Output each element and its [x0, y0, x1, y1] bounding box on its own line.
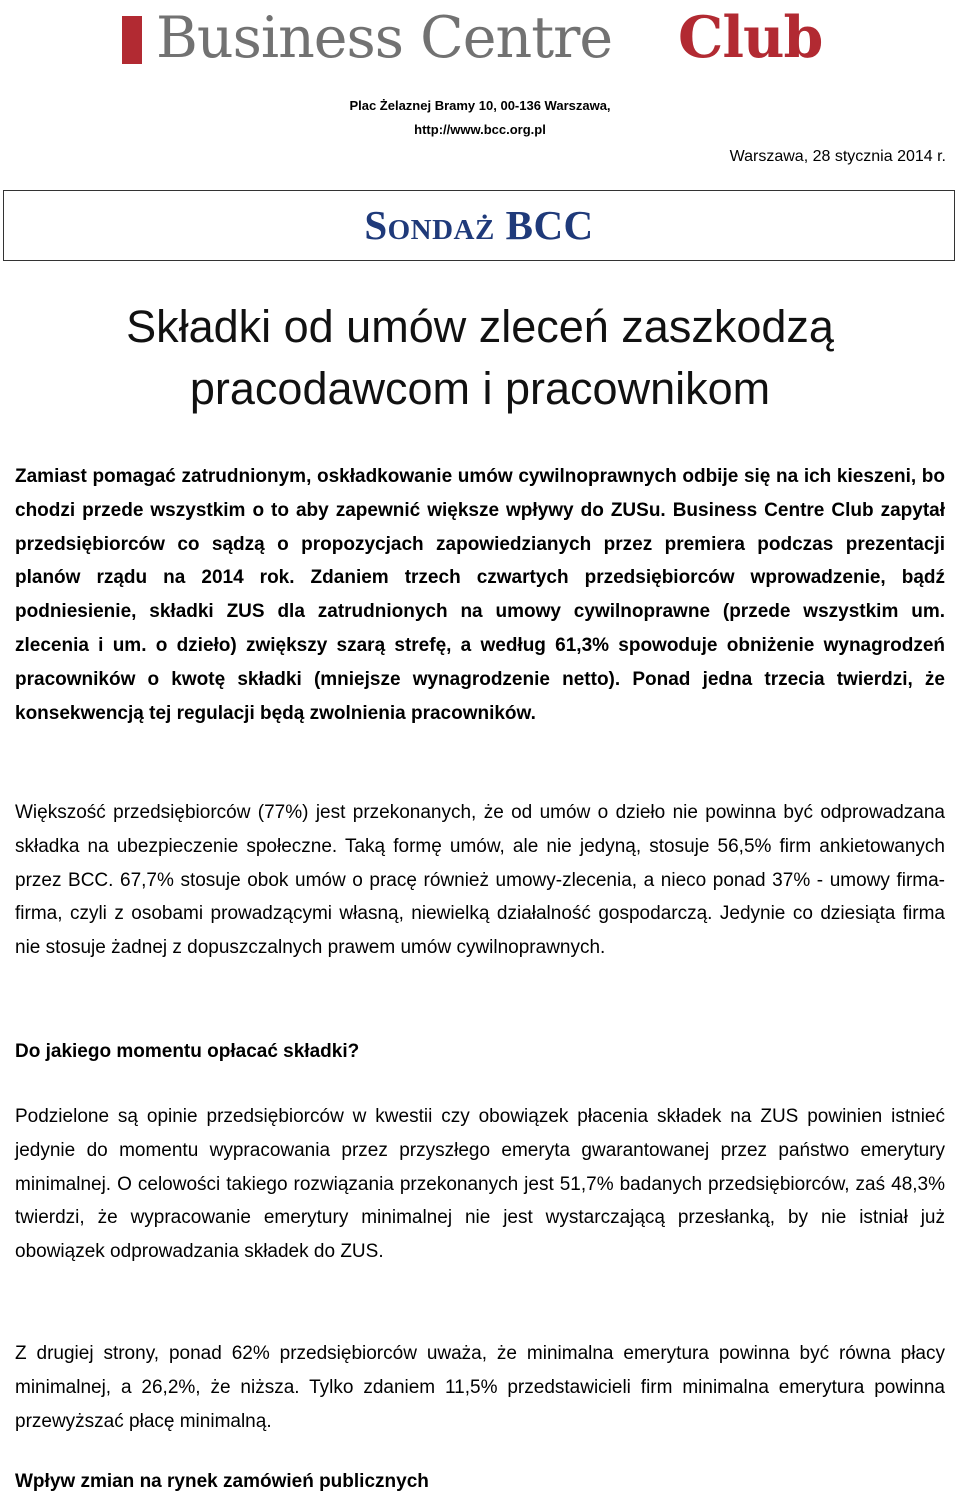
lead-paragraph: Zamiast pomagać zatrudnionym, oskładkowanie umów cywilnoprawnych odbije się na ich kieszeni, bo chodzi przede wszystkim o to aby zapewnić większe wpływy do ZUSu. Business Centre Club zapytał przedsiębiorców co sądzą o propozycjach zapowiedzianych przez premiera podczas prezentacji planów rządu na 2014 rok. Zdaniem trzech czwartych przedsiębiorców wprowadzenie, bądź podniesienie, składki ZUS dla zatrudnionych na umowy cywilnoprawne (przede wszystkim um. zlecenia i um. o dzieło) zwiększy szarą strefę, a według 61,3% spowoduje obniżenie wynagrodzeń pracowników o kwotę składki (mniejsze wynagrodzenie netto). Ponad jedna trzecia twierdzi, że konsekwencją tej regulacji będą zwolnienia pracowników. [15, 466, 945, 724]
dateline: Warszawa, 28 stycznia 2014 r. [729, 148, 946, 165]
body-paragraph-1: Większość przedsiębiorców (77%) jest przekonanych, że od umów o dzieło nie powinna być odprowadzana składka na ubezpieczenie społeczne. Taką formę umów, ale nie jedyną, stosuje 56,5% firm ankietowanych przez BCC. 67,7% stosuje obok umów o pracę również umowy-zlecenia, a nieco ponad 37% - umowy firma-firma, czyli z osobami prowadzącymi własną, niewielką działalność gospodarczą. Jedynie co dziesiąta firma nie stosuje żadnej z dopuszczalnych prawem umów cywilnoprawnych. [15, 802, 945, 959]
page-title [0, 296, 960, 420]
body-paragraph-2: Podzielone są opinie przedsiębiorców w kwestii czy obowiązek płacenia składek na ZUS powinien istnieć jedynie do momentu wypracowania przez przyszłego emeryta gwarantowanej przez państwo emerytury minimalnej. O celowości takiego rozwiązania przekonanych jest 51,7% badanych przedsiębiorców, zaś 48,3% twierdzi, że wypracowanie emerytury minimalnej nie jest wystarczającą przesłanką, by nie istniał już obowiązek odprowadzania składek do ZUS. [15, 1106, 945, 1263]
section-heading-2: Wpływ zmian na rynek zamówień publicznych [15, 1471, 429, 1492]
logo-business-text: Business Centre [156, 5, 613, 71]
website-link[interactable]: http://www.bcc.org.pl [414, 122, 546, 137]
body-paragraph-3: Z drugiej strony, ponad 62% przedsiębiorców uważa, że minimalna emerytura powinna być równa płacy minimalnej, a 26,2%, że niższa. Tylko zdaniem 11,5% przedstawicieli firm minimalna emerytura powinna przewyższać płacę minimalną. [15, 1343, 945, 1432]
logo-red-bar [122, 16, 142, 64]
title-line-2: pracodawcom i pracownikom [189, 363, 771, 414]
survey-banner [3, 190, 955, 261]
section-heading-1: Do jakiego momentu opłacać składki? [15, 1041, 360, 1062]
address: Plac Żelaznej Bramy 10, 00-136 Warszawa, [349, 98, 611, 113]
title-line-1: Składki od umów zleceń zaszkodzą [126, 301, 834, 352]
bcc-logo [122, 4, 842, 71]
logo-club-text: Club [678, 4, 823, 71]
survey-banner-label: Sondaż BCC [364, 202, 594, 248]
